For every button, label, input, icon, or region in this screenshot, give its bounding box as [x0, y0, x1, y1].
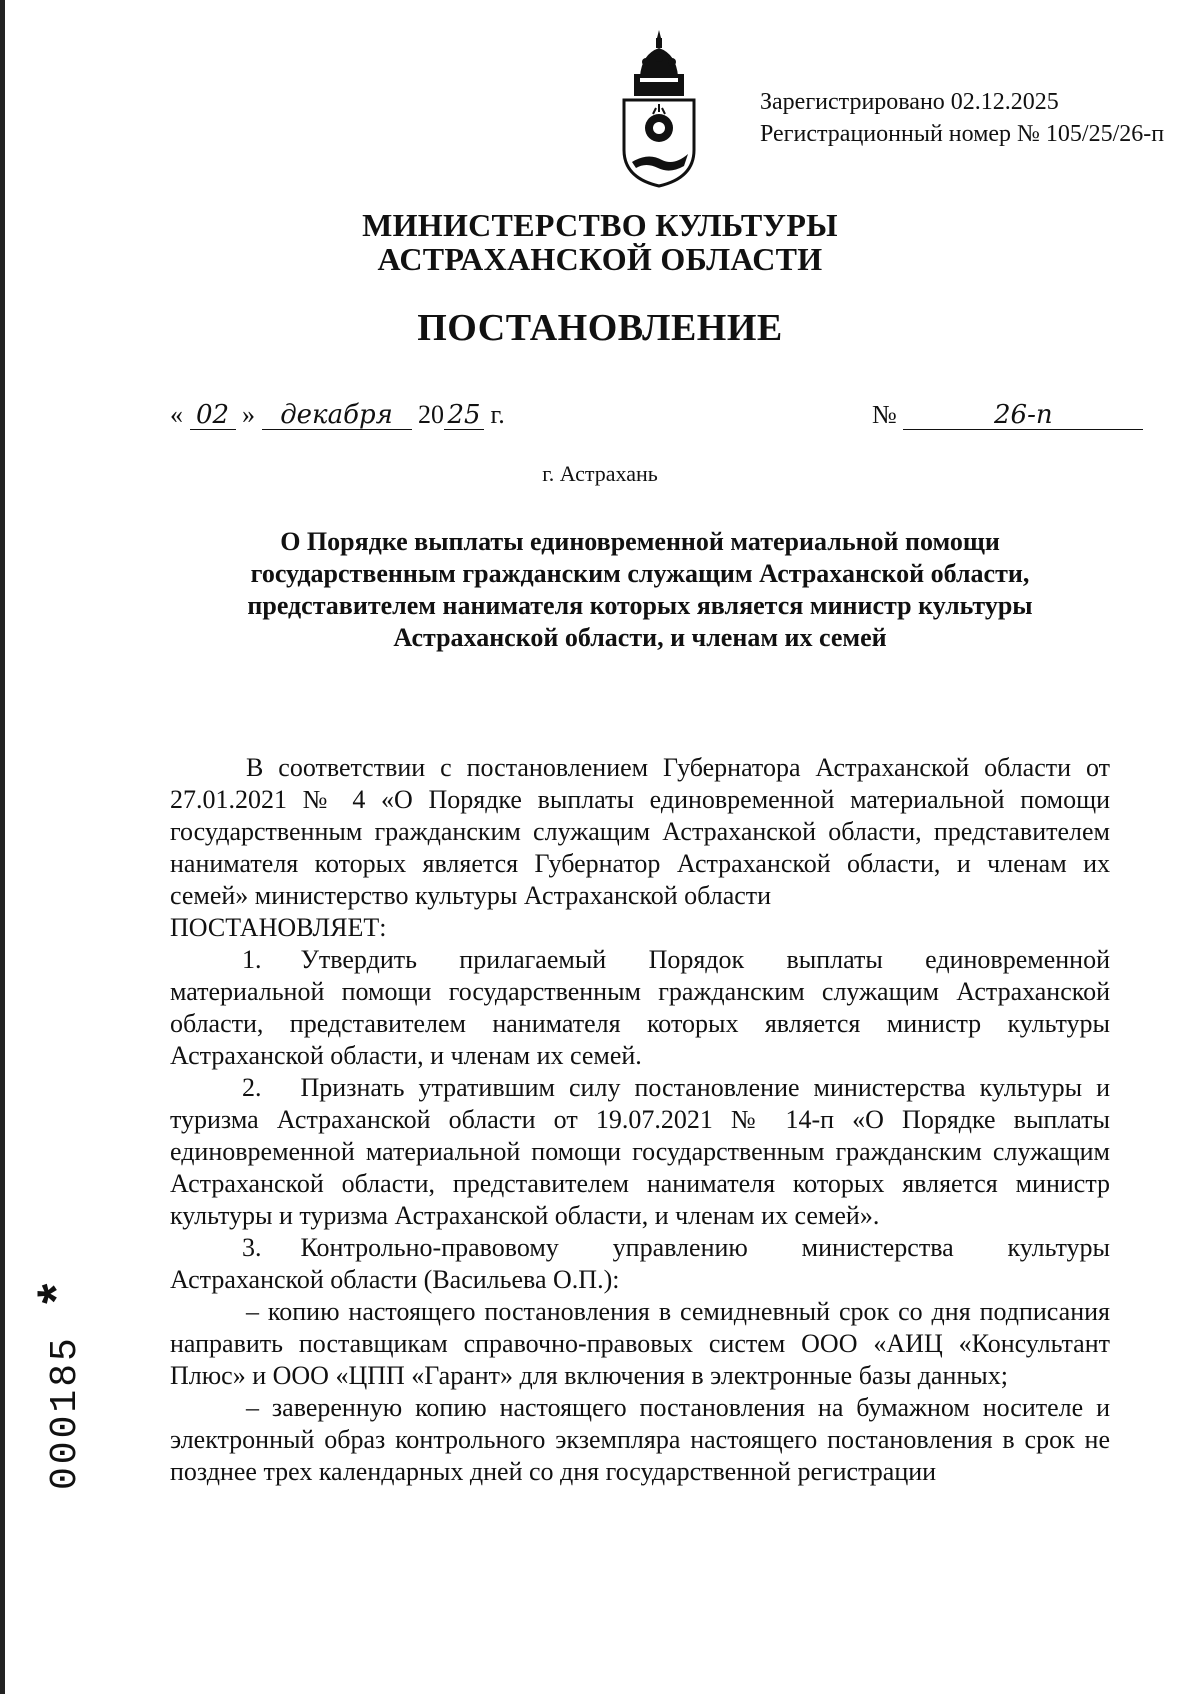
subject-line: Астраханской области, и членам их семей [393, 623, 887, 652]
archive-stamp-code: 000185 [44, 1335, 87, 1490]
item-2-paragraph: 2. Признать утратившим силу постановление министерства культуры и туризма Астраханской области от 19.07.2021 № 14-п «О Порядке выплаты единовременной материальной помощи государственным гражданским служащим Астраханской области, представителем нанимателя которых является министр культуры и туризма Астраханской области, и членам их семей». [170, 1073, 1110, 1230]
ministry-title-line1: МИНИСТЕРСТВО КУЛЬТУРЫ [362, 207, 838, 243]
date-open-quote: « [170, 400, 183, 429]
document-subject [170, 526, 1110, 654]
date-day: 02 [190, 401, 236, 430]
item-1-paragraph: 1. Утвердить прилагаемый Порядок выплаты единовременной материальной помощи государственным гражданским служащим Астраханской области, представителем нанимателя которых является министр культуры Астраханской области, и членам их семей. [170, 945, 1110, 1070]
number-value: 26-п [903, 401, 1143, 430]
item-3-bullet-1: – копию настоящего постановления в семидневный срок со дня подписания направить поставщикам справочно-правовых систем ООО «АИЦ «Консультант Плюс» и ООО «ЦПП «Гарант» для включения в электронные базы данных; [170, 1297, 1110, 1390]
registration-number: Регистрационный номер № 105/25/26-п [760, 121, 1165, 147]
registration-block [760, 86, 1164, 150]
date-year-mark: г. [490, 400, 505, 429]
document-date [170, 400, 505, 430]
document-type: ПОСТАНОВЛЕНИЕ [417, 307, 783, 349]
decree-word: ПОСТАНОВЛЯЕТ: [170, 913, 387, 942]
item-3-bullet-2: – заверенную копию настоящего постановления на бумажном носителе и электронный образ контрольного экземпляра настоящего постановления в срок не позднее трех календарных дней со дня государственной регистрации [170, 1393, 1110, 1486]
document-number [872, 400, 1143, 430]
date-year-suffix: 25 [444, 401, 484, 430]
ministry-title-line2: АСТРАХАНСКОЙ ОБЛАСТИ [377, 241, 823, 277]
number-label: № [872, 400, 897, 429]
item-3-paragraph: 3. Контрольно-правовому управлению министерства культуры Астраханской области (Васильева О.П.): [170, 1233, 1110, 1294]
registration-date: Зарегистрировано 02.12.2025 [760, 89, 1059, 115]
date-close-quote: » [242, 400, 255, 429]
date-year-prefix: 20 [418, 400, 444, 429]
archive-stamp-star: * [32, 1275, 91, 1310]
subject-line: представителем нанимателя которых является министр культуры [247, 591, 1033, 620]
coat-of-arms-emblem [618, 28, 700, 190]
document-body [170, 752, 1110, 1488]
date-month: декабря [262, 401, 412, 430]
subject-line: государственным гражданским служащим Астраханской области, [250, 559, 1030, 588]
preamble-paragraph: В соответствии с постановлением Губернатора Астраханской области от 27.01.2021 № 4 «О Порядке выплаты единовременной материальной помощи государственным гражданским служащим Астраханской области, представителем нанимателя которых является Губернатор Астраханской области, и членам их семей» министерство культуры Астраханской области [170, 753, 1110, 910]
subject-line: О Порядке выплаты единовременной материальной помощи [280, 527, 1000, 556]
city-line: г. Астрахань [542, 461, 658, 486]
ministry-title [0, 208, 1200, 276]
archive-stamp [32, 1275, 91, 1490]
